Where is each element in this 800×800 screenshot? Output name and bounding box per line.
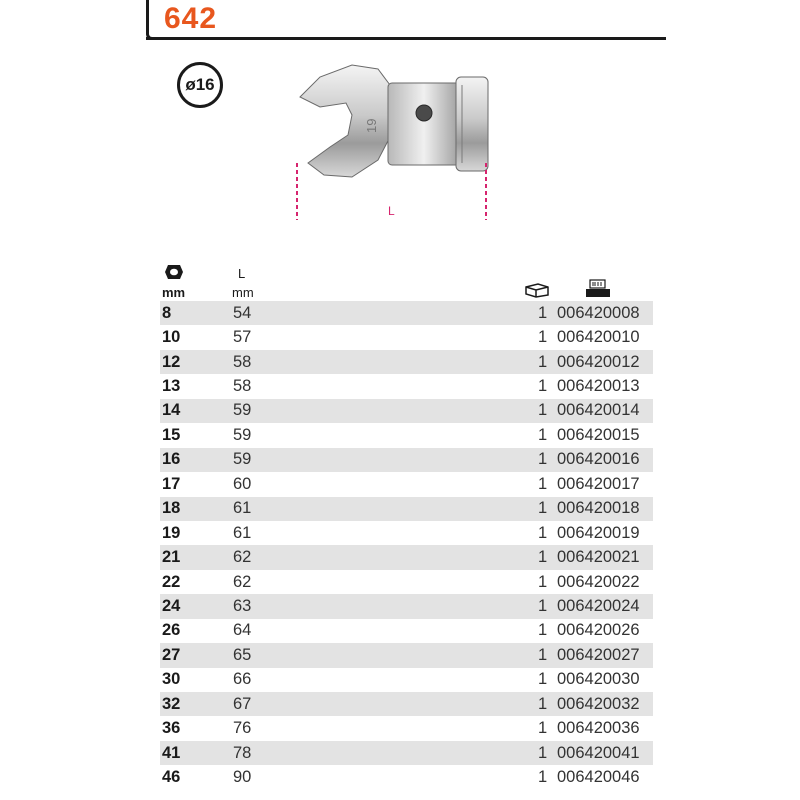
barcode-scanner-icon (585, 279, 611, 299)
size-marking: 19 (364, 118, 379, 133)
table-row (160, 521, 653, 545)
table-row (160, 545, 653, 569)
quantity-cell: 1 (538, 645, 548, 664)
table-row (160, 448, 653, 472)
length-cell: 67 (233, 694, 252, 713)
size-cell: 26 (162, 621, 181, 640)
quantity-cell: 1 (538, 523, 548, 542)
size-cell: 10 (162, 328, 181, 347)
table-row (160, 301, 653, 325)
size-cell: 19 (162, 523, 181, 542)
order-code-cell: 006420032 (557, 694, 640, 713)
size-cell: 14 (162, 401, 181, 420)
table-row (160, 741, 653, 765)
order-code-cell: 006420036 (557, 719, 640, 738)
length-cell: 62 (233, 548, 252, 567)
order-code-cell: 006420046 (557, 768, 640, 787)
product-title: 642 (164, 2, 218, 35)
package-icon (524, 282, 550, 298)
order-code-cell: 006420026 (557, 621, 640, 640)
quantity-cell: 1 (538, 474, 548, 493)
size-cell: 8 (162, 303, 172, 322)
hex-nut-icon (164, 264, 184, 280)
order-code-cell: 006420012 (557, 352, 640, 371)
length-cell: 59 (233, 401, 252, 420)
size-cell: 16 (162, 450, 181, 469)
table-row (160, 374, 653, 398)
size-cell: 46 (162, 768, 181, 787)
quantity-cell: 1 (538, 548, 548, 567)
length-label: L (238, 266, 246, 281)
length-cell: 59 (233, 425, 252, 444)
table-row (160, 325, 653, 349)
size-cell: 15 (162, 425, 181, 444)
length-cell: 60 (233, 474, 252, 493)
size-cell: 24 (162, 596, 181, 615)
size-cell: 36 (162, 719, 181, 738)
length-cell: 61 (233, 523, 252, 542)
quantity-cell: 1 (538, 499, 548, 518)
quantity-cell: 1 (538, 401, 548, 420)
ball-detent (416, 105, 432, 121)
table-row (160, 497, 653, 521)
quantity-cell: 1 (538, 425, 548, 444)
size-cell: 27 (162, 645, 181, 664)
quantity-cell: 1 (538, 694, 548, 713)
size-cell: 21 (162, 548, 181, 567)
order-code-cell: 006420010 (557, 328, 640, 347)
order-code-cell: 006420019 (557, 523, 640, 542)
order-code-cell: 006420022 (557, 572, 640, 591)
product-table (160, 301, 653, 790)
size-cell: 22 (162, 572, 181, 591)
length-cell: 64 (233, 621, 252, 640)
length-cell: 59 (233, 450, 252, 469)
size-unit: mm (162, 285, 186, 300)
length-cell: 61 (233, 499, 252, 518)
length-cell: 58 (233, 352, 252, 371)
table-row (160, 472, 653, 496)
order-code-cell: 006420018 (557, 499, 640, 518)
size-cell: 18 (162, 499, 181, 518)
order-code-cell: 006420013 (557, 377, 640, 396)
length-cell: 62 (233, 572, 252, 591)
size-cell: 30 (162, 670, 181, 689)
wrench-insert-illustration (290, 55, 500, 225)
table-row (160, 716, 653, 740)
quantity-cell: 1 (538, 377, 548, 396)
table-row (160, 570, 653, 594)
title-frame (146, 0, 666, 40)
length-cell: 54 (233, 303, 252, 322)
table-row (160, 765, 653, 789)
order-code-cell: 006420017 (557, 474, 640, 493)
table-row (160, 619, 653, 643)
size-cell: 32 (162, 694, 181, 713)
quantity-cell: 1 (538, 450, 548, 469)
table-row (160, 643, 653, 667)
table-row (160, 594, 653, 618)
length-cell: 63 (233, 596, 252, 615)
quantity-cell: 1 (538, 768, 548, 787)
table-row (160, 350, 653, 374)
size-cell: 17 (162, 474, 181, 493)
table-row (160, 423, 653, 447)
size-cell: 41 (162, 743, 181, 762)
length-cell: 76 (233, 719, 252, 738)
length-unit: mm (232, 285, 254, 300)
table-row (160, 668, 653, 692)
order-code-cell: 006420014 (557, 401, 640, 420)
quantity-cell: 1 (538, 596, 548, 615)
order-code-cell: 006420016 (557, 450, 640, 469)
quantity-cell: 1 (538, 719, 548, 738)
length-cell: 78 (233, 743, 252, 762)
table-row (160, 399, 653, 423)
order-code-cell: 006420024 (557, 596, 640, 615)
wrench-shank (388, 83, 460, 165)
length-cell: 66 (233, 670, 252, 689)
length-cell: 90 (233, 768, 252, 787)
dimension-label: L (388, 204, 395, 218)
order-code-cell: 006420041 (557, 743, 640, 762)
order-code-cell: 006420015 (557, 425, 640, 444)
quantity-cell: 1 (538, 670, 548, 689)
wrench-socket-end (456, 77, 488, 171)
length-cell: 58 (233, 377, 252, 396)
table-row (160, 692, 653, 716)
quantity-cell: 1 (538, 621, 548, 640)
quantity-cell: 1 (538, 743, 548, 762)
order-code-cell: 006420008 (557, 303, 640, 322)
quantity-cell: 1 (538, 352, 548, 371)
quantity-cell: 1 (538, 328, 548, 347)
diameter-badge: ø16 (177, 62, 223, 108)
order-code-cell: 006420021 (557, 548, 640, 567)
order-code-cell: 006420030 (557, 670, 640, 689)
order-code-cell: 006420027 (557, 645, 640, 664)
quantity-cell: 1 (538, 303, 548, 322)
length-cell: 57 (233, 328, 252, 347)
size-cell: 12 (162, 352, 181, 371)
length-cell: 65 (233, 645, 252, 664)
quantity-cell: 1 (538, 572, 548, 591)
size-cell: 13 (162, 377, 181, 396)
